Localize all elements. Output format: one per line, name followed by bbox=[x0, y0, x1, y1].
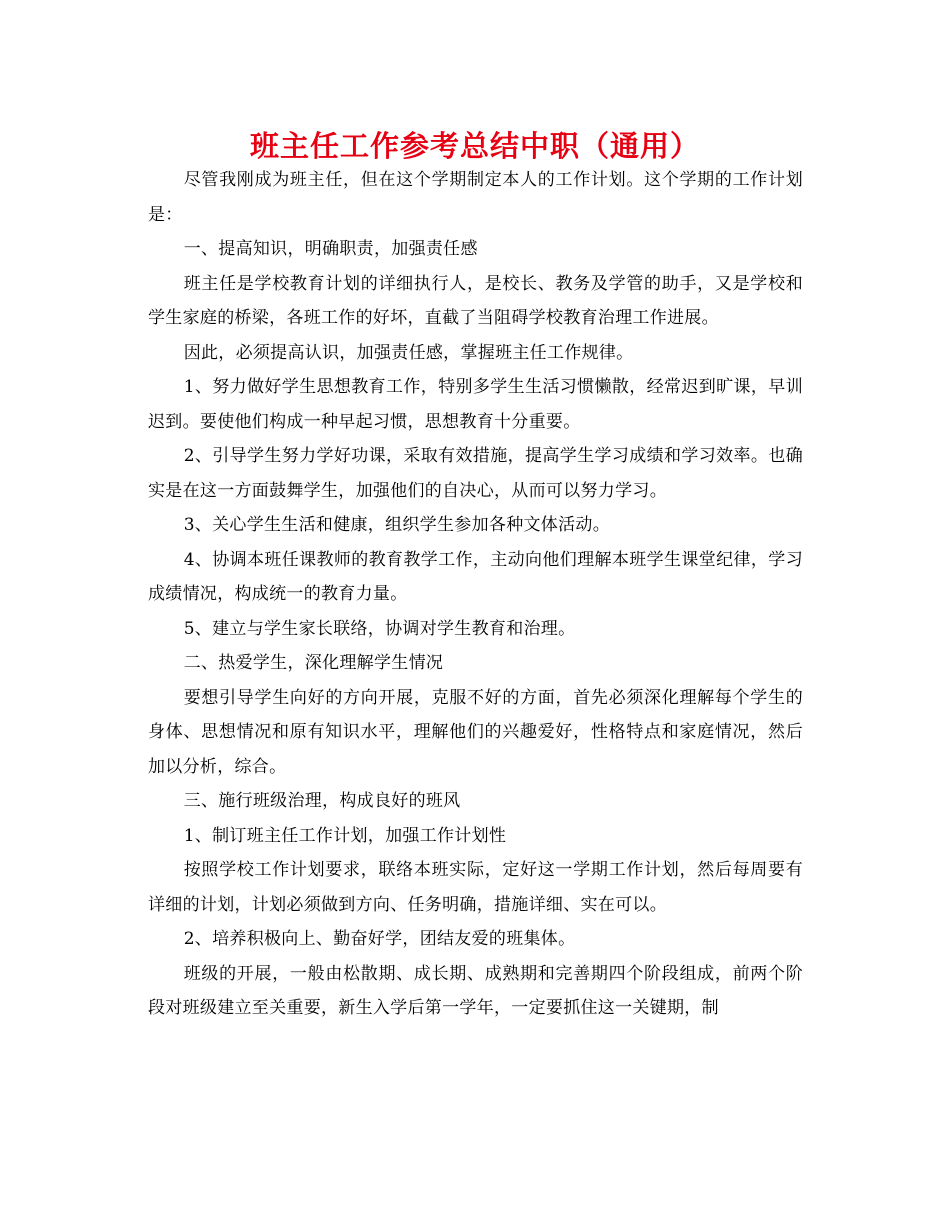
document-title: 班主任工作参考总结中职（通用） bbox=[249, 129, 700, 163]
paragraph: 尽管我刚成为班主任，但在这个学期制定本人的工作计划。这个学期的工作计划是： bbox=[148, 170, 803, 225]
subsection-heading: 1、制订班主任工作计划，加强工作计划性 bbox=[183, 825, 507, 846]
list-item: 5、建立与学生家长联络，协调对学生教育和治理。 bbox=[183, 618, 576, 639]
paragraph: 因此，必须提高认识，加强责任感，掌握班主任工作规律。 bbox=[183, 342, 634, 363]
section-heading: 三、施行班级治理，构成良好的班风 bbox=[183, 791, 461, 811]
paragraph: 按照学校工作计划要求，联络本班实际，定好这一学期工作计划，然后每周要有详细的计划，计划必须做到方向、任务明确，措施详细、实在可以。 bbox=[148, 860, 803, 915]
list-item: 1、努力做好学生思想教育工作，特别多学生生活习惯懒散，经常迟到旷课，早训迟到。要使他们构成一种早起习惯，思想教育十分重要。 bbox=[148, 377, 803, 432]
subsection-heading: 2、培养积极向上、勤奋好学，团结友爱的班集体。 bbox=[183, 929, 576, 949]
section-heading: 一、提高知识，明确职责，加强责任感 bbox=[183, 239, 478, 259]
list-item: 2、引导学生努力学好功课，采取有效措施，提高学生学习成绩和学习效率。也确实是在这一方面鼓舞学生，加强他们的自决心，从而可以努力学习。 bbox=[148, 446, 803, 501]
paragraph: 要想引导学生向好的方向开展，克服不好的方面，首先必须深化理解每个学生的身体、思想情况和原有知识水平，理解他们的兴趣爱好，性格特点和家庭情况，然后加以分析，综合。 bbox=[148, 687, 803, 777]
document-body bbox=[148, 163, 803, 1026]
section-heading: 二、热爱学生，深化理解学生情况 bbox=[183, 653, 444, 673]
list-item: 4、协调本班任课教师的教育教学工作，主动向他们理解本班学生课堂纪律，学习成绩情况，构成统一的教育力量。 bbox=[148, 549, 803, 604]
list-item: 3、关心学生生活和健康，组织学生参加各种文体活动。 bbox=[183, 515, 611, 535]
paragraph: 班主任是学校教育计划的详细执行人，是校长、教务及学管的助手，又是学校和学生家庭的桥梁，各班工作的好坏，直截了当阻碍学校教育治理工作进展。 bbox=[148, 273, 803, 328]
paragraph: 班级的开展，一般由松散期、成长期、成熟期和完善期四个阶段组成，前两个阶段对班级建立至关重要，新生入学后第一学年，一定要抓住这一关键期，制 bbox=[148, 963, 803, 1018]
